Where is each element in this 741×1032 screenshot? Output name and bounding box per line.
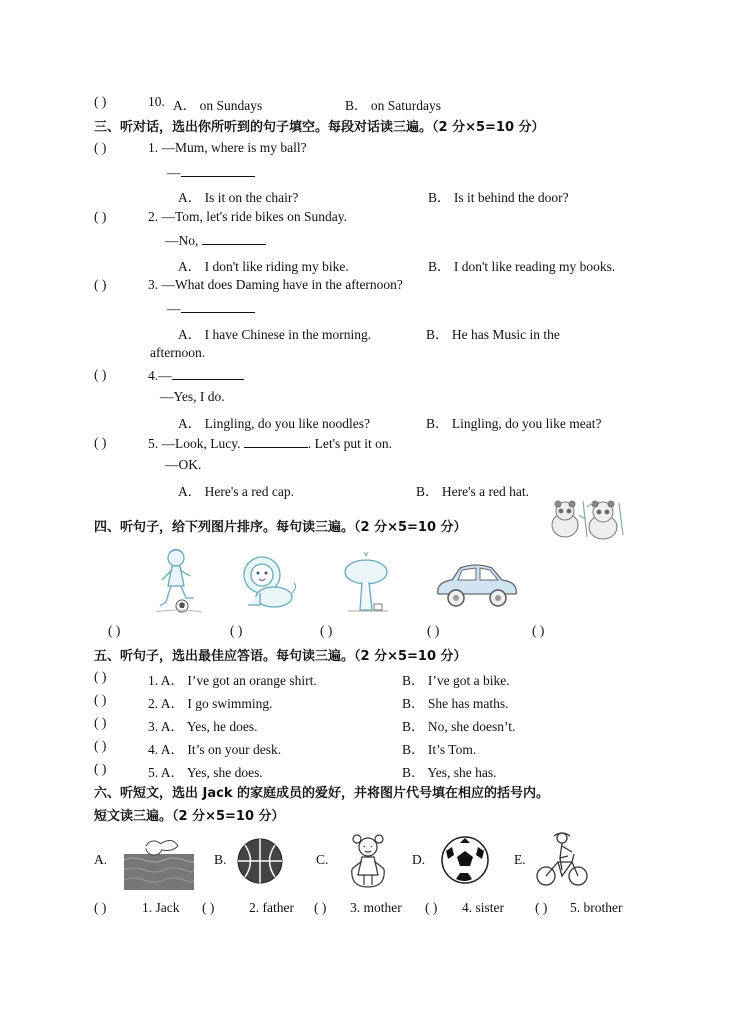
question-prompt: 1. —Mum, where is my ball? xyxy=(148,140,307,155)
family-member-label: 2. father xyxy=(249,900,294,915)
reply-blank xyxy=(167,300,255,317)
question-prompt: 2. —Tom, let's ride bikes on Sunday. xyxy=(148,209,347,224)
option-a: A． I have Chinese in the morning. xyxy=(178,327,372,342)
answer-paren[interactable]: ( ) xyxy=(202,900,215,915)
option-a: A． Is it on the chair? xyxy=(178,190,299,205)
family-member-label: 1. Jack xyxy=(142,900,180,915)
option-b: B． I don't like reading my books. xyxy=(428,259,616,274)
section-6-title: 六、听短文，选出 Jack 的家庭成员的爱好，并将图片代号填在相应的括号内。 xyxy=(94,786,550,801)
family-member-label: 4. sister xyxy=(462,900,504,915)
prompt-end: . Let's put it on. xyxy=(307,436,393,451)
option-a: A． on Sundays xyxy=(173,98,263,113)
option-a: 3. A． Yes, he does. xyxy=(148,719,258,734)
option-letter-d: D. xyxy=(412,852,426,867)
picture-order-paren-2[interactable]: ( ) xyxy=(230,623,243,638)
section-4-title: 四、听句子，给下列图片排序。每句读三遍。（2 分×5=10 分） xyxy=(94,520,467,535)
answer-paren[interactable]: ( ) xyxy=(94,367,107,382)
reply-text: —OK. xyxy=(165,457,202,472)
option-b: B． She has maths. xyxy=(402,696,509,711)
question-prompt: 3. —What does Daming have in the afternoon? xyxy=(148,277,403,292)
answer-paren[interactable]: ( ) xyxy=(94,761,107,776)
car-picture xyxy=(432,560,522,610)
football-icon xyxy=(440,835,490,885)
fill-blank[interactable] xyxy=(172,367,244,380)
swimming-icon xyxy=(124,836,194,890)
section-3-title: 三、听对话，选出你所听到的句子填空。每段对话读三遍。（2 分×5=10 分） xyxy=(94,120,545,135)
tree-picture xyxy=(342,550,392,614)
answer-paren[interactable]: ( ) xyxy=(425,900,438,915)
picture-order-paren-3[interactable]: ( ) xyxy=(320,623,333,638)
option-b: B． Is it behind the door? xyxy=(428,190,569,205)
answer-paren[interactable]: ( ) xyxy=(535,900,548,915)
option-b: B． Here's a red hat. xyxy=(416,484,530,499)
option-letter-c: C. xyxy=(316,852,329,867)
picture-order-paren-5[interactable]: ( ) xyxy=(532,623,545,638)
skipping-girl-icon xyxy=(346,833,390,889)
fill-blank[interactable] xyxy=(202,232,266,245)
pandas-decoration-icon xyxy=(543,497,629,541)
prompt-text: 5. —Look, Lucy. xyxy=(148,436,241,451)
fill-blank[interactable] xyxy=(181,300,255,313)
prompt-text: 4.— xyxy=(148,368,172,383)
option-b: B． It’s Tom. xyxy=(402,742,477,757)
answer-paren[interactable]: ( ) xyxy=(94,715,107,730)
answer-paren[interactable]: ( ) xyxy=(94,140,107,155)
option-a: A． I don't like riding my bike. xyxy=(178,259,349,274)
question-number: 10. xyxy=(148,94,165,109)
option-a: 2. A． I go swimming. xyxy=(148,696,273,711)
cycling-icon xyxy=(534,830,590,888)
option-b-continued: afternoon. xyxy=(150,345,206,360)
reply-blank xyxy=(167,164,255,181)
answer-paren[interactable]: ( ) xyxy=(94,692,107,707)
section-5-title: 五、听句子，选出最佳应答语。每句读三遍。（2 分×5=10 分） xyxy=(94,649,467,664)
boy-football-picture xyxy=(150,546,206,616)
reply-text: —Yes, I do. xyxy=(160,389,225,404)
option-a: 4. A． It’s on your desk. xyxy=(148,742,282,757)
reply-line xyxy=(165,232,266,249)
question-prompt xyxy=(148,367,244,384)
answer-paren[interactable]: ( ) xyxy=(94,669,107,684)
family-member-label: 3. mother xyxy=(350,900,402,915)
option-b: B． Yes, she has. xyxy=(402,765,497,780)
section-6-title-line2: 短文读三遍。（2 分×5=10 分） xyxy=(94,809,285,824)
option-a: 1. A． I’ve got an orange shirt. xyxy=(148,673,317,688)
fill-blank[interactable] xyxy=(181,164,255,177)
picture-order-paren-4[interactable]: ( ) xyxy=(427,623,440,638)
answer-paren[interactable]: ( ) xyxy=(94,900,107,915)
question-prompt xyxy=(148,435,392,452)
option-a: A． Here's a red cap. xyxy=(178,484,295,499)
option-b: B． No, she doesn’t. xyxy=(402,719,516,734)
dash: — xyxy=(167,165,181,180)
answer-paren[interactable]: ( ) xyxy=(94,94,107,109)
picture-order-paren-1[interactable]: ( ) xyxy=(108,623,121,638)
fill-blank[interactable] xyxy=(244,435,308,448)
reply-text: —No, xyxy=(165,233,199,248)
family-member-label: 5. brother xyxy=(570,900,623,915)
option-a: 5. A． Yes, she does. xyxy=(148,765,263,780)
option-b: B． I’ve got a bike. xyxy=(402,673,510,688)
answer-paren[interactable]: ( ) xyxy=(94,277,107,292)
option-b: B． Lingling, do you like meat? xyxy=(426,416,602,431)
option-letter-a: A. xyxy=(94,852,108,867)
option-b: B． on Saturdays xyxy=(345,98,441,113)
option-letter-b: B. xyxy=(214,852,227,867)
answer-paren[interactable]: ( ) xyxy=(94,738,107,753)
lion-picture xyxy=(236,553,298,613)
answer-paren[interactable]: ( ) xyxy=(314,900,327,915)
answer-paren[interactable]: ( ) xyxy=(94,209,107,224)
option-a: A． Lingling, do you like noodles? xyxy=(178,416,370,431)
dash: — xyxy=(167,301,181,316)
option-b: B． He has Music in the xyxy=(426,327,560,342)
answer-paren[interactable]: ( ) xyxy=(94,435,107,450)
option-letter-e: E. xyxy=(514,852,526,867)
basketball-icon xyxy=(236,837,284,885)
